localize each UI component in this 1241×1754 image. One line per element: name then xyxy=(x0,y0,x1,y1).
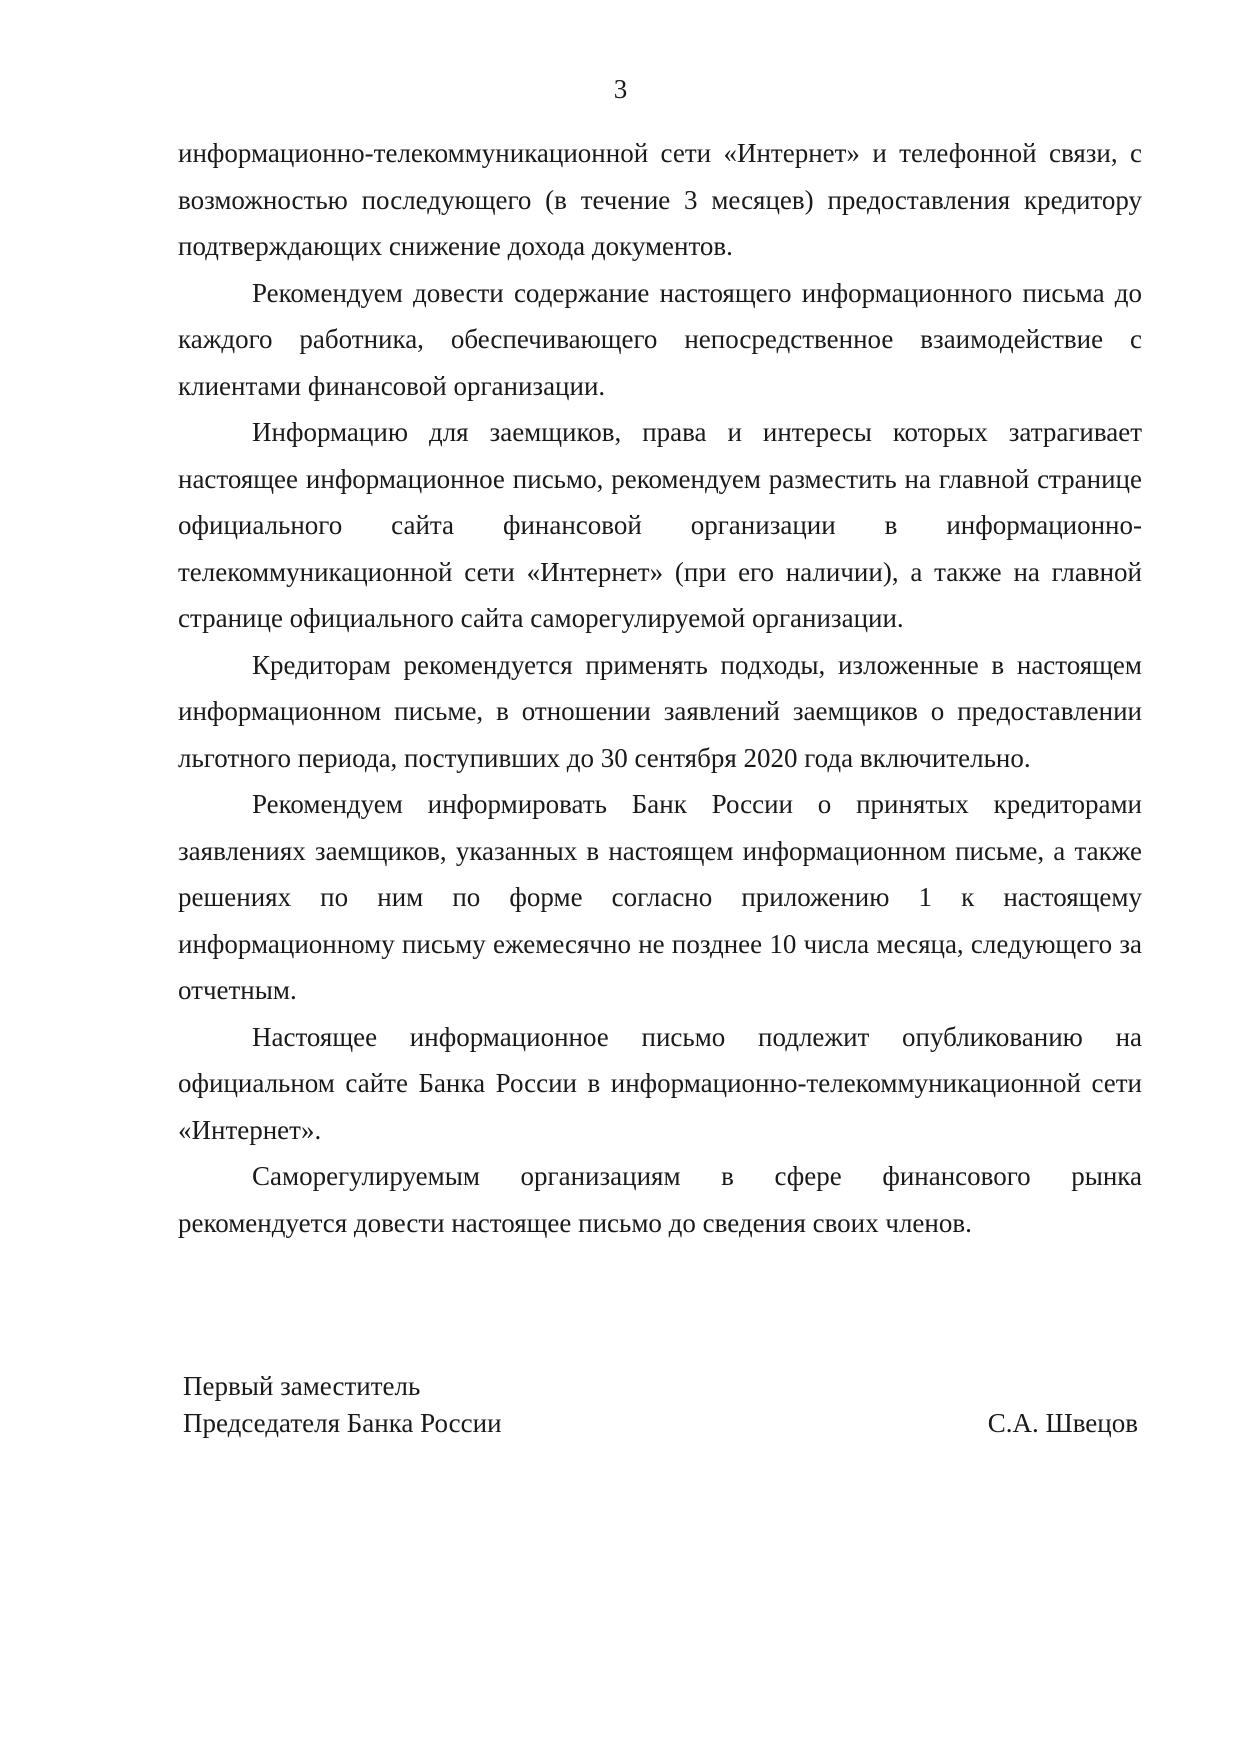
signature-position-line-2 xyxy=(183,1405,1138,1442)
paragraph-publish-for-borrowers: Информацию для заемщиков, права и интересы которых затрагивает настоящее информационное письмо, рекомендуем разместить на главной странице официального сайта финансовой организации в информационно-телекоммуникационной сети «Интернет» (при его наличии), а также на главной странице официального сайта саморегулируемой организации. xyxy=(178,417,1142,633)
signature-position-title: Первый заместитель xyxy=(183,1371,421,1401)
signature-position-line-1 xyxy=(183,1368,1138,1405)
paragraph-publication: Настоящее информационное письмо подлежит опубликованию на официальном сайте Банка России в информационно-телекоммуникационной сети «Интернет». xyxy=(178,1021,1142,1145)
signature-block xyxy=(183,1368,1138,1442)
paragraph-report-to-bank: Рекомендуем информировать Банк России о принятых кредиторами заявлениях заемщиков, указанных в настоящем информационном письме, а также решениях по ним по форме согласно приложению 1 к настоящему информационному письму ежемесячно не позднее 10 числа месяца, следующего за отчетным. xyxy=(178,789,1142,1005)
paragraph-creditors-approach: Кредиторам рекомендуется применять подходы, изложенные в настоящем информационном письме, в отношении заявлений заемщиков о предоставлении льготного периода, поступивших до 30 сентября 2020 года включительно. xyxy=(178,649,1142,773)
letter-body xyxy=(178,130,1142,1246)
page-number: 3 xyxy=(613,74,628,104)
signatory-name: С.А. Швецов xyxy=(987,1408,1138,1438)
paragraph-continuation: информационно-телекоммуникационной сети «Интернет» и телефонной связи, с возможностью последующего (в течение 3 месяцев) предоставления кредитору подтверждающих снижение дохода документов. xyxy=(178,138,1142,261)
paragraph-notify-employees: Рекомендуем довести содержание настоящего информационного письма до каждого работника, обеспечивающего непосредственное взаимодействие с клиентами финансовой организации. xyxy=(178,277,1142,401)
paragraph-sro-members: Саморегулируемым организациям в сфере финансового рынка рекомендуется довести настоящее письмо до сведения своих членов. xyxy=(178,1161,1142,1238)
signature-position-org: Председателя Банка России xyxy=(183,1408,502,1438)
